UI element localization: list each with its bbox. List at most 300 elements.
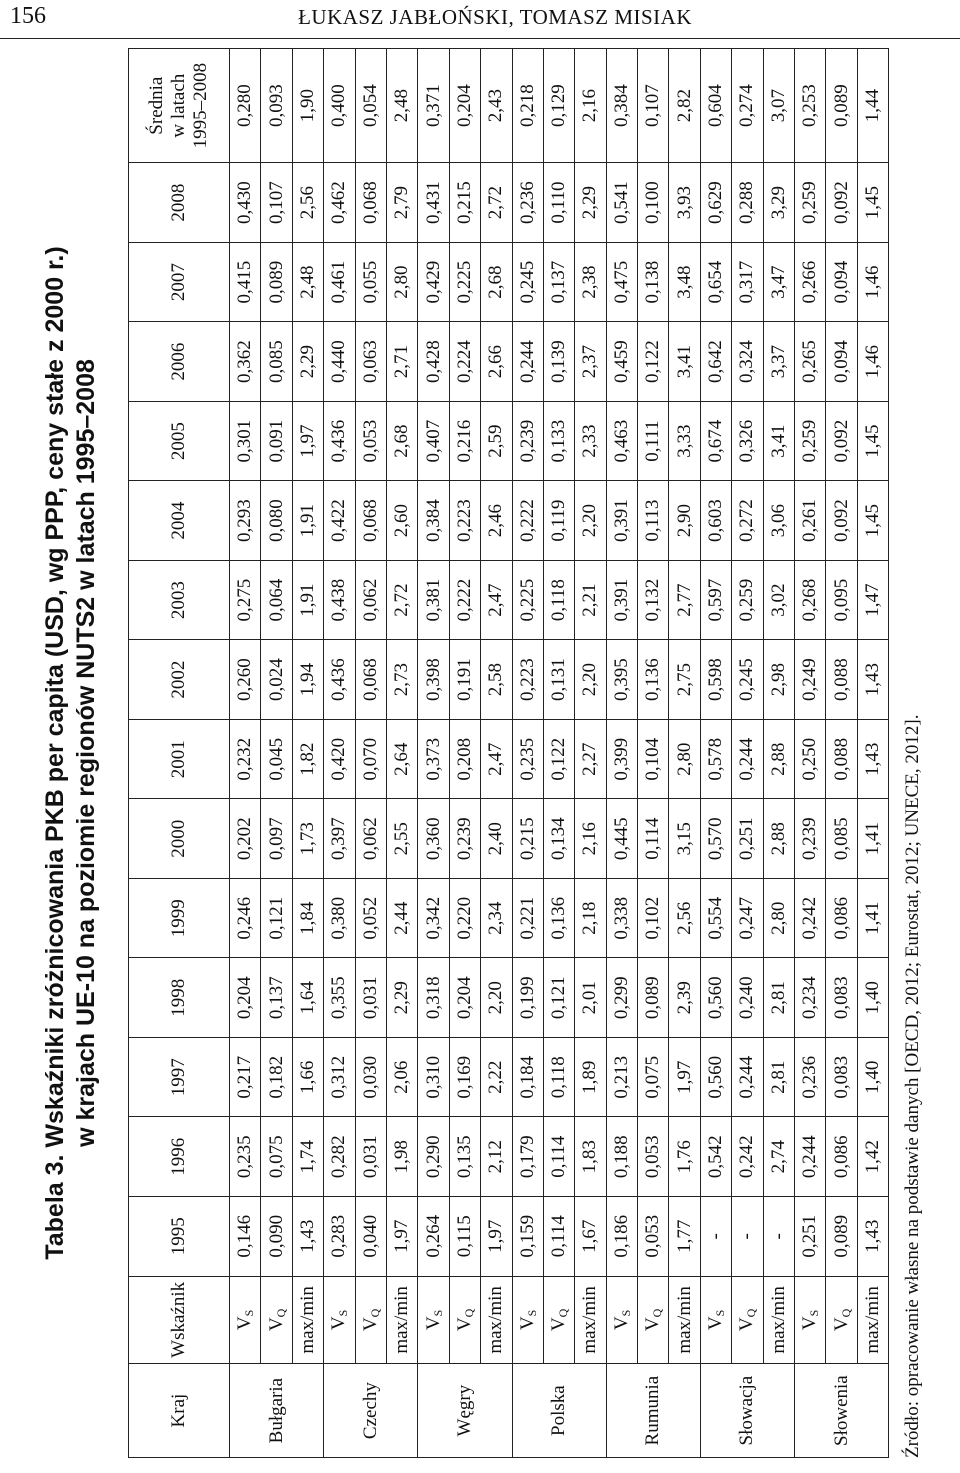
value-cell: 0,075 [638,1037,669,1117]
value-cell: 0,264 [418,1197,449,1277]
value-cell: 0,244 [512,322,543,402]
table-title-line-1: Tabela 3. Wskaźniki zróżnicowania PKB per capita (USD, wg PPP, ceny stałe z 2000 r.) [41,246,69,1260]
indicator-cell: $V_S$ [700,1276,731,1364]
country-cell: Słowacja [700,1364,794,1458]
value-cell: 0,083 [826,1037,857,1117]
indicator-subscript: S [618,1309,633,1317]
value-cell: 0,131 [543,640,574,720]
country-cell: Bułgaria [230,1364,324,1458]
value-cell: 1,46 [857,322,888,402]
value-cell: 0,245 [732,640,763,720]
value-cell: 0,215 [512,799,543,879]
value-cell: 0,132 [638,560,669,640]
value-cell: 0,118 [543,1037,574,1117]
value-cell: 0,260 [230,640,261,720]
value-cell: 0,629 [700,163,731,243]
value-cell: 2,55 [386,799,417,879]
value-cell: 0,095 [826,560,857,640]
value-cell: 2,66 [481,322,512,402]
indicator-subscript: Q [273,1308,288,1318]
value-cell: 1,45 [857,481,888,561]
value-cell: 0,249 [795,640,826,720]
value-cell: 0,407 [418,401,449,481]
value-cell: 0,137 [543,242,574,322]
value-cell: 1,90 [292,49,323,163]
value-cell: 0,086 [826,878,857,958]
value-cell: 0,232 [230,719,261,799]
value-cell: 0,088 [826,719,857,799]
value-cell: 0,113 [638,481,669,561]
value-cell: 0,110 [543,163,574,243]
value-cell: 0,080 [261,481,292,561]
value-cell: 1,47 [857,560,888,640]
indicator-subscript: Q [744,1308,759,1318]
value-cell: 0,136 [543,878,574,958]
value-cell: 3,41 [669,322,700,402]
column-header: 1997 [129,1037,230,1117]
indicator-subscript: S [524,1309,539,1317]
value-cell: 2,64 [386,719,417,799]
value-cell: 1,41 [857,878,888,958]
value-cell: 0,288 [732,163,763,243]
value-cell: 0,436 [324,640,355,720]
value-cell: 2,29 [292,322,323,402]
value-cell: 0,222 [512,481,543,561]
value-cell: 0,052 [355,878,386,958]
value-cell: 0,598 [700,640,731,720]
column-header: 2002 [129,640,230,720]
value-cell: 0,282 [324,1117,355,1197]
value-cell: 0,463 [606,401,637,481]
value-cell: 0,236 [795,1037,826,1117]
value-cell: 0,086 [826,1117,857,1197]
running-head: ŁUKASZ JABŁOŃSKI, TOMASZ MISIAK [298,5,692,29]
value-cell: 2,16 [575,799,606,879]
indicator-cell: max/min [763,1276,794,1364]
table-row [669,49,700,1458]
value-cell: 0,030 [355,1037,386,1117]
value-cell: 0,089 [826,1197,857,1277]
value-cell: 0,326 [732,401,763,481]
value-cell: 1,98 [386,1117,417,1197]
value-cell: 0,391 [606,560,637,640]
value-cell: 2,29 [386,958,417,1038]
value-cell: 0,146 [230,1197,261,1277]
value-cell: 0,274 [732,49,763,163]
value-cell: 0,188 [606,1117,637,1197]
value-cell: 0,085 [261,322,292,402]
column-header: 2006 [129,322,230,402]
value-cell: 0,240 [732,958,763,1038]
value-cell: 0,244 [795,1117,826,1197]
value-cell: 0,204 [449,958,480,1038]
value-cell: 0,259 [795,163,826,243]
value-cell: 0,083 [826,958,857,1038]
value-cell: 0,420 [324,719,355,799]
header-row [129,49,230,1458]
value-cell: 0,204 [449,49,480,163]
value-cell: 0,674 [700,401,731,481]
indicator-cell: max/min [669,1276,700,1364]
table-row [826,49,857,1458]
indicator-cell: $V_Q$ [638,1276,669,1364]
value-cell: 2,90 [669,481,700,561]
value-cell: 1,67 [575,1197,606,1277]
value-cell: 3,06 [763,481,794,561]
value-cell: 3,47 [763,242,794,322]
value-cell: 2,20 [575,481,606,561]
value-cell: 2,48 [386,49,417,163]
indicator-cell: $V_Q$ [355,1276,386,1364]
value-cell: 0,324 [732,322,763,402]
column-header: 2008 [129,163,230,243]
value-cell: 0,122 [543,719,574,799]
table-row [857,49,888,1458]
value-cell: 0,089 [638,958,669,1038]
value-cell: 0,223 [512,640,543,720]
value-cell: 0,242 [795,878,826,958]
value-cell: 0,122 [638,322,669,402]
value-cell: 2,72 [386,560,417,640]
table-row [292,49,323,1458]
value-cell: 0,031 [355,958,386,1038]
value-cell: 0,182 [261,1037,292,1117]
indicator-cell: $V_Q$ [449,1276,480,1364]
indicator-cell: $V_S$ [324,1276,355,1364]
value-cell: 0,224 [449,322,480,402]
value-cell: 0,299 [606,958,637,1038]
indicator-cell: $V_S$ [512,1276,543,1364]
country-cell: Polska [512,1364,606,1458]
indicator-cell: $V_Q$ [732,1276,763,1364]
indicator-cell: max/min [292,1276,323,1364]
table-title [40,48,120,1458]
table-row [700,49,731,1458]
value-cell: 0,242 [732,1117,763,1197]
value-cell: 0,218 [512,49,543,163]
value-cell: 2,20 [481,958,512,1038]
value-cell: 0,064 [261,560,292,640]
table-title-line-2: w krajach UE-10 na poziomie regionów NUTS2 w latach 1995–2008 [72,359,100,1147]
value-cell: 3,48 [669,242,700,322]
column-header: Wskaźnik [129,1276,230,1364]
indicator-cell: $V_S$ [230,1276,261,1364]
value-cell: 0,459 [606,322,637,402]
page-number: 156 [10,3,46,29]
table-row [606,49,637,1458]
value-cell: 0,111 [638,401,669,481]
value-cell: 0,091 [261,401,292,481]
value-cell: 0,253 [795,49,826,163]
value-cell: 0,342 [418,878,449,958]
column-header: 2004 [129,481,230,561]
value-cell: 1,45 [857,163,888,243]
value-cell: - [763,1197,794,1277]
indicator-cell: $V_S$ [418,1276,449,1364]
value-cell: 2,88 [763,719,794,799]
value-cell: 2,18 [575,878,606,958]
value-cell: 0,429 [418,242,449,322]
value-cell: 0,371 [418,49,449,163]
value-cell: 2,59 [481,401,512,481]
value-cell: 0,225 [512,560,543,640]
value-cell: 0,360 [418,799,449,879]
value-cell: 1,97 [292,401,323,481]
value-cell: 0,542 [700,1117,731,1197]
value-cell: 1,94 [292,640,323,720]
value-cell: 1,84 [292,878,323,958]
value-cell: 2,34 [481,878,512,958]
value-cell: 0,191 [449,640,480,720]
value-cell: 0,068 [355,640,386,720]
value-cell: 2,06 [386,1037,417,1117]
value-cell: 2,43 [481,49,512,163]
value-cell: 2,21 [575,560,606,640]
value-cell: 0,225 [449,242,480,322]
value-cell: 0,121 [543,958,574,1038]
value-cell: 0,554 [700,878,731,958]
value-cell: 0,430 [230,163,261,243]
value-cell: 0,317 [732,242,763,322]
value-cell: 2,77 [669,560,700,640]
value-cell: 0,654 [700,242,731,322]
country-cell: Węgry [418,1364,512,1458]
indicator-subscript: Q [556,1308,571,1318]
value-cell: 0,381 [418,560,449,640]
indicator-subscript: S [713,1309,728,1317]
value-cell: 2,58 [481,640,512,720]
value-cell: 0,093 [261,49,292,163]
indicator-subscript: Q [650,1308,665,1318]
value-cell: 0,247 [732,878,763,958]
value-cell: 0,100 [638,163,669,243]
table-row [481,49,512,1458]
table-row [324,49,355,1458]
value-cell: 1,40 [857,1037,888,1117]
value-cell: 2,20 [575,640,606,720]
value-cell: 0,221 [512,878,543,958]
value-cell: - [700,1197,731,1277]
table-row [763,49,794,1458]
value-cell: 0,179 [512,1117,543,1197]
column-header: 2003 [129,560,230,640]
value-cell: 0,053 [638,1197,669,1277]
table-row [261,49,292,1458]
value-cell: 0,085 [826,799,857,879]
value-cell: 2,44 [386,878,417,958]
value-cell: 2,33 [575,401,606,481]
value-cell: 0,604 [700,49,731,163]
value-cell: 1,41 [857,799,888,879]
column-header: 1998 [129,958,230,1038]
value-cell: 3,07 [763,49,794,163]
rotated-table-block [40,48,923,1458]
value-cell: 0,159 [512,1197,543,1277]
indicator-subscript: S [807,1309,822,1317]
value-cell: 0,184 [512,1037,543,1117]
indicator-subscript: S [336,1309,351,1317]
value-cell: 0,114 [638,799,669,879]
value-cell: 1,43 [292,1197,323,1277]
value-cell: 0,104 [638,719,669,799]
value-cell: 0,133 [543,401,574,481]
value-cell: 0,119 [543,481,574,561]
table-row [418,49,449,1458]
value-cell: 0,384 [606,49,637,163]
value-cell: 0,422 [324,481,355,561]
value-cell: 1,97 [669,1037,700,1117]
value-cell: 0,094 [826,242,857,322]
value-cell: 2,75 [669,640,700,720]
value-cell: 0,541 [606,163,637,243]
value-cell: 1,83 [575,1117,606,1197]
value-cell: 0,089 [261,242,292,322]
column-header: 1996 [129,1117,230,1197]
value-cell: 0,475 [606,242,637,322]
indicator-subscript: S [430,1309,445,1317]
value-cell: 0,462 [324,163,355,243]
value-cell: 2,48 [292,242,323,322]
table-row [512,49,543,1458]
value-cell: 0,384 [418,481,449,561]
indicator-cell: $V_Q$ [826,1276,857,1364]
indicator-subscript: Q [461,1308,476,1318]
column-header: 2005 [129,401,230,481]
value-cell: 0,202 [230,799,261,879]
indicator-subscript: S [242,1309,257,1317]
value-cell: 0,092 [826,163,857,243]
value-cell: 2,16 [575,49,606,163]
value-cell: 0,070 [355,719,386,799]
value-cell: 2,79 [386,163,417,243]
table-body [230,49,889,1458]
country-cell: Czechy [324,1364,418,1458]
value-cell: 1,76 [669,1117,700,1197]
value-cell: 0,301 [230,401,261,481]
value-cell: 0,318 [418,958,449,1038]
indicator-cell: $V_S$ [795,1276,826,1364]
value-cell: 0,053 [355,401,386,481]
value-cell: 0,129 [543,49,574,163]
value-cell: 0,245 [512,242,543,322]
value-cell: 0,560 [700,1037,731,1117]
value-cell: 0,053 [638,1117,669,1197]
column-header: 2000 [129,799,230,879]
column-header: Kraj [129,1364,230,1458]
value-cell: 0,373 [418,719,449,799]
value-cell: 0,135 [449,1117,480,1197]
value-cell: 0,415 [230,242,261,322]
table-row [449,49,480,1458]
table-row [543,49,574,1458]
value-cell: 2,37 [575,322,606,402]
value-cell: 1,42 [857,1117,888,1197]
column-header: Średnia w latach 1995–2008 [129,49,230,163]
indicator-subscript: Q [838,1308,853,1318]
value-cell: 2,40 [481,799,512,879]
value-cell: 0,642 [700,322,731,402]
value-cell: 1,89 [575,1037,606,1117]
value-cell: 0,265 [795,322,826,402]
value-cell: 2,80 [386,242,417,322]
value-cell: 2,60 [386,481,417,561]
value-cell: 0,208 [449,719,480,799]
value-cell: 2,81 [763,958,794,1038]
value-cell: 2,80 [669,719,700,799]
value-cell: 0,560 [700,958,731,1038]
value-cell: 0,246 [230,878,261,958]
value-cell: 1,97 [481,1197,512,1277]
value-cell: 0,024 [261,640,292,720]
indicator-subscript: Q [367,1308,382,1318]
value-cell: 0,397 [324,799,355,879]
value-cell: 0,215 [449,163,480,243]
value-cell: 0,107 [638,49,669,163]
value-cell: 0,445 [606,799,637,879]
indicator-cell: $V_Q$ [261,1276,292,1364]
value-cell: 0,088 [826,640,857,720]
value-cell: 0,068 [355,163,386,243]
value-cell: 2,71 [386,322,417,402]
value-cell: 0,310 [418,1037,449,1117]
value-cell: 0,399 [606,719,637,799]
value-cell: 2,12 [481,1117,512,1197]
value-cell: 0,244 [732,719,763,799]
value-cell: 0,213 [606,1037,637,1117]
column-header: 2007 [129,242,230,322]
value-cell: 0,068 [355,481,386,561]
value-cell: 0,092 [826,481,857,561]
value-cell: 2,47 [481,719,512,799]
value-cell: 0,055 [355,242,386,322]
value-cell: 2,72 [481,163,512,243]
value-cell: 0,283 [324,1197,355,1277]
value-cell: 0,275 [230,560,261,640]
value-cell: 1,44 [857,49,888,163]
value-cell: 0,040 [355,1197,386,1277]
value-cell: 0,362 [230,322,261,402]
value-cell: 3,93 [669,163,700,243]
value-cell: 0,062 [355,560,386,640]
value-cell: 0,137 [261,958,292,1038]
indicator-cell: max/min [857,1276,888,1364]
value-cell: - [732,1197,763,1277]
value-cell: 0,092 [826,401,857,481]
value-cell: 0,259 [732,560,763,640]
value-cell: 0,398 [418,640,449,720]
value-cell: 0,461 [324,242,355,322]
value-cell: 0,199 [512,958,543,1038]
value-cell: 0,436 [324,401,355,481]
value-cell: 0,400 [324,49,355,163]
table-row [638,49,669,1458]
value-cell: 0,094 [826,322,857,402]
table-row [355,49,386,1458]
table-row [386,49,417,1458]
value-cell: 2,22 [481,1037,512,1117]
value-cell: 3,33 [669,401,700,481]
value-cell: 0,054 [355,49,386,163]
value-cell: 1,73 [292,799,323,879]
value-cell: 0,431 [418,163,449,243]
page-header [0,0,960,42]
value-cell: 0,121 [261,878,292,958]
value-cell: 0,090 [261,1197,292,1277]
value-cell: 0,272 [732,481,763,561]
value-cell: 0,280 [230,49,261,163]
value-cell: 3,02 [763,560,794,640]
table-row [230,49,261,1458]
